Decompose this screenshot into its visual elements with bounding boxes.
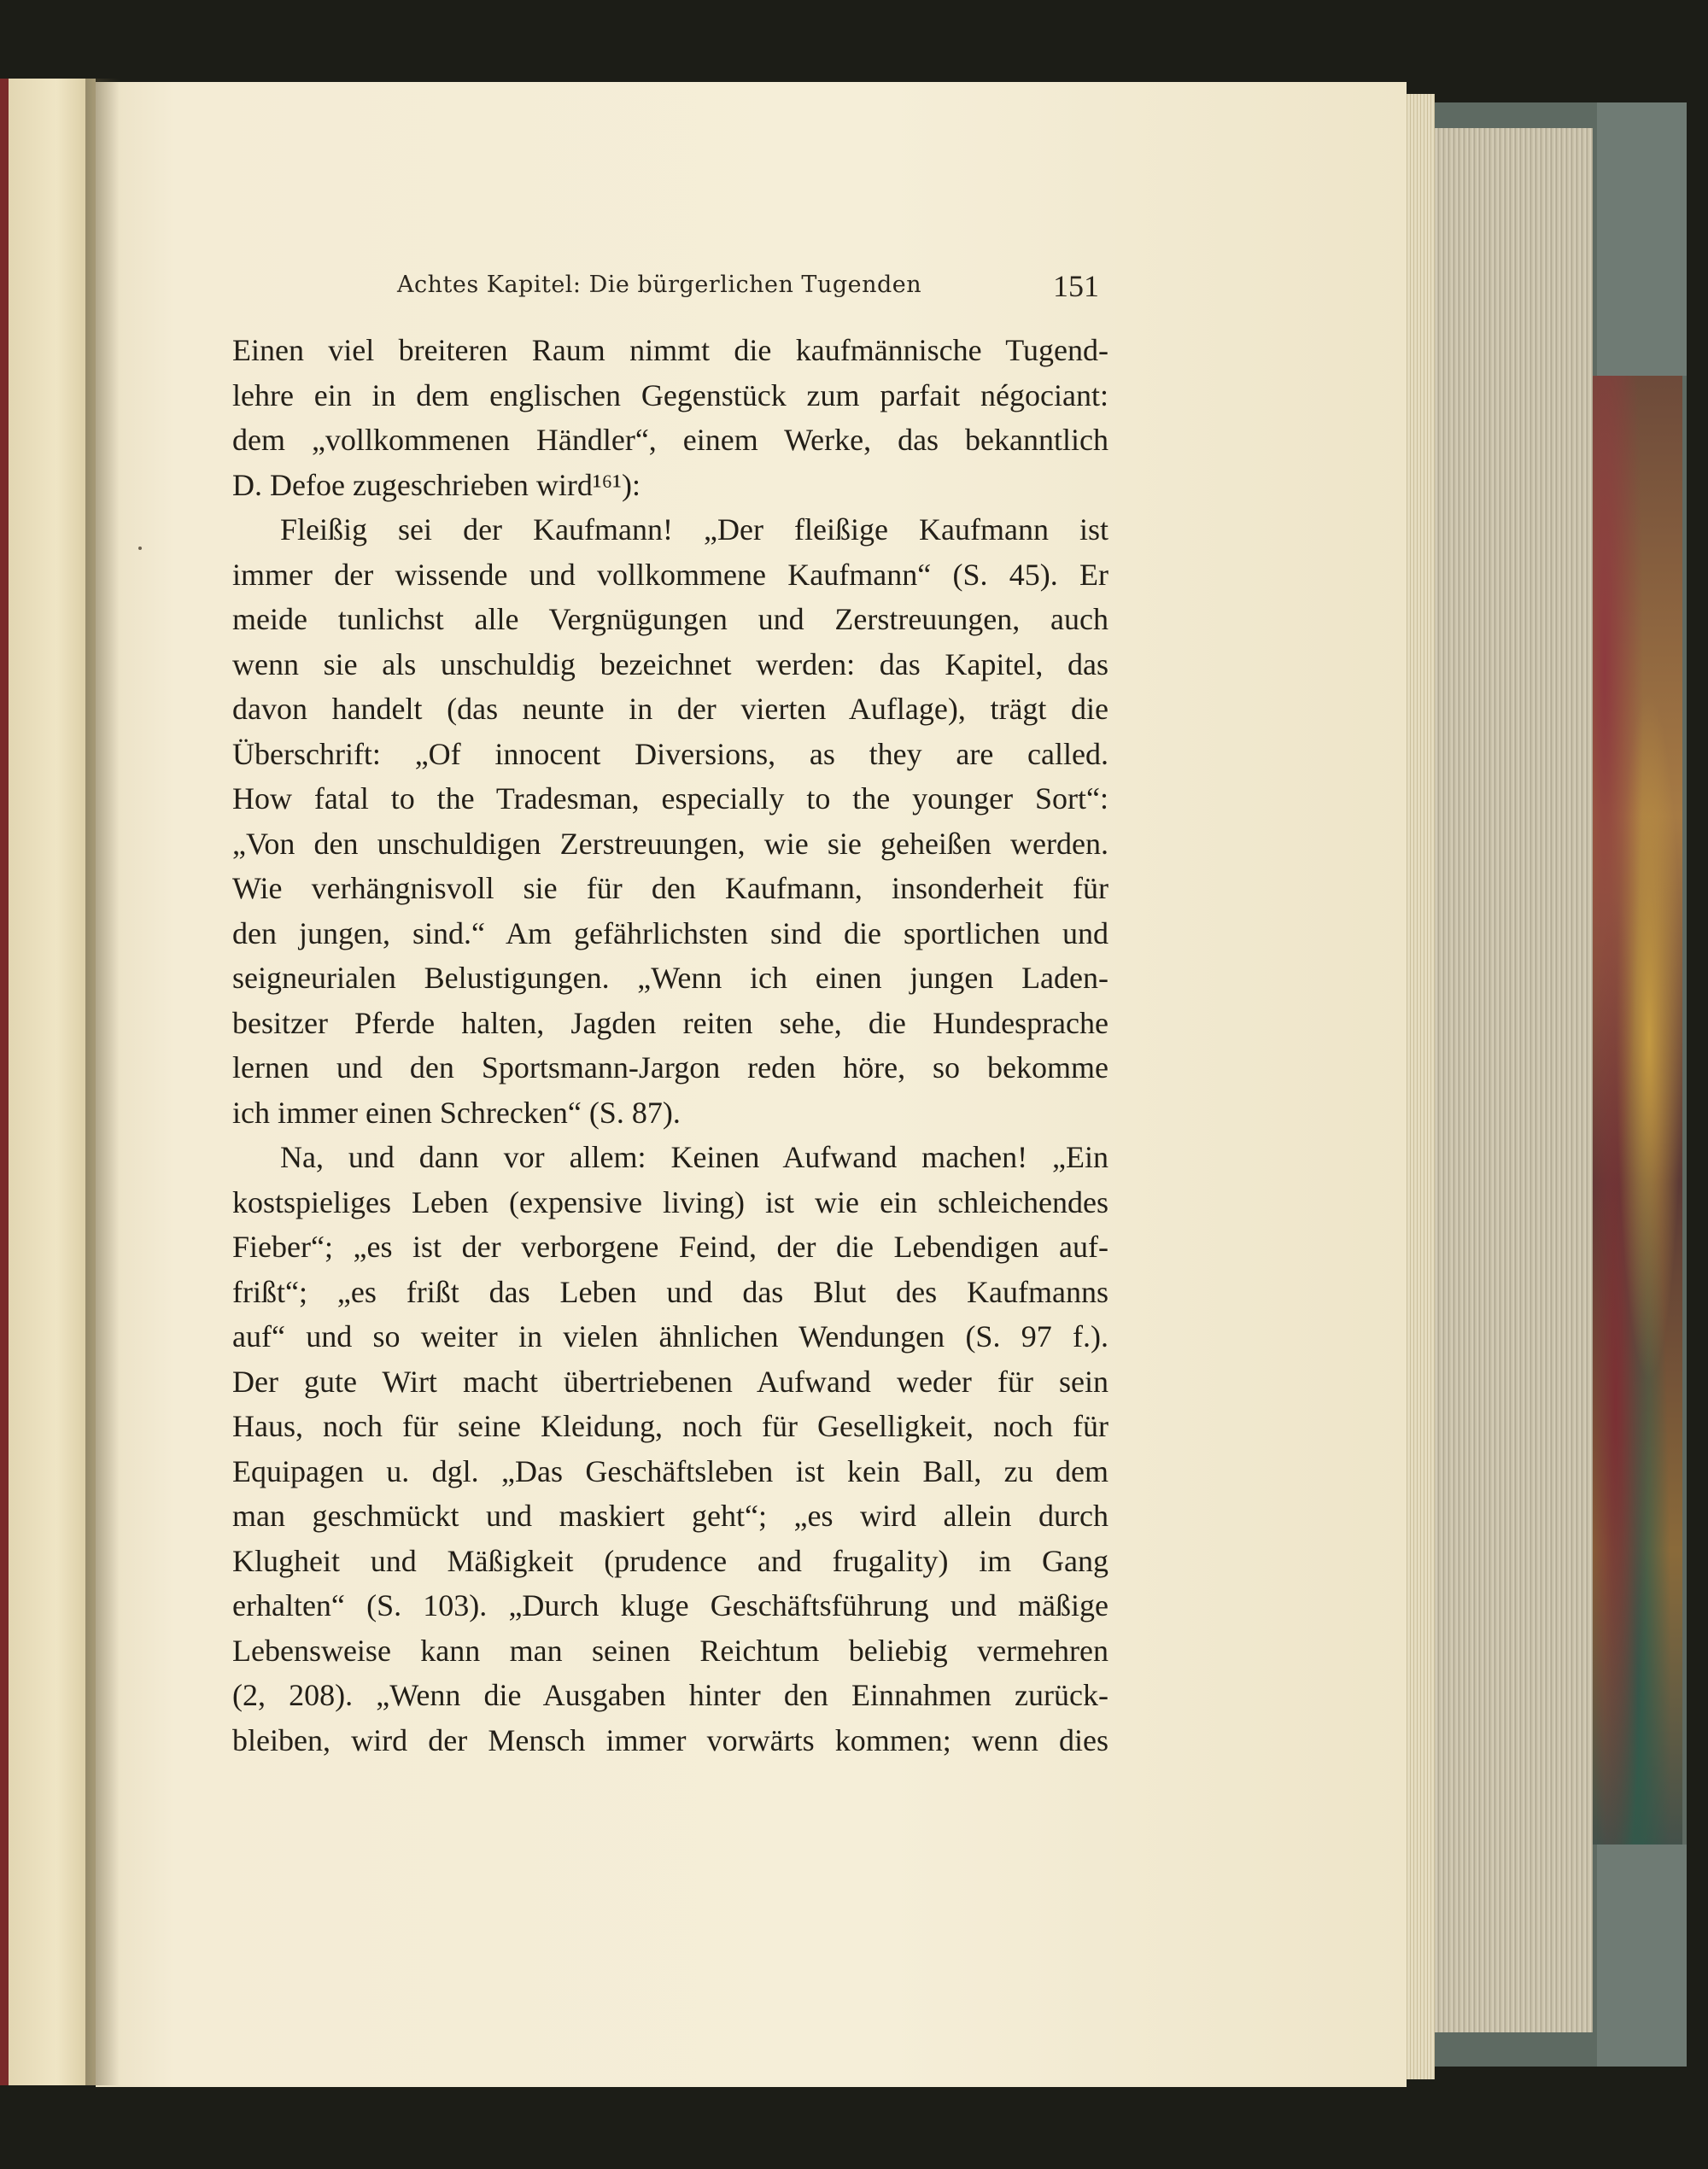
page-speck [138,547,142,550]
text-line: Fleißig sei der Kaufmann! „Der fleißige Kaufmann ist [280,512,1108,547]
text-line: immer der wissende und vollkommene Kaufmann“ (S. 45). Er [232,557,1108,592]
left-page-edge [0,79,96,2085]
text-line: Na, und dann vor allem: Keinen Aufwand machen! „Ein [280,1140,1108,1174]
text-line: erhalten“ (S. 103). „Durch kluge Geschäftsführung und mäßige [232,1588,1108,1622]
text-line: lehre ein in dem englischen Gegenstück zum parfait négociant: [232,377,1108,412]
page-header [397,269,1099,314]
text-line: wenn sie als unschuldig bezeichnet werden: das Kapitel, das [232,646,1108,681]
text-line: man geschmückt und maskiert geht“; „es wird allein durch [232,1499,1108,1533]
page-number: 151 [1053,269,1099,303]
cover-top-cloth [1597,102,1687,376]
gutter-shadow [85,79,120,2085]
text-line: frißt“; „es frißt das Leben und das Blut des Kaufmanns [232,1274,1108,1309]
text-line: Einen viel breiteren Raum nimmt die kaufmännische Tugend- [232,333,1108,367]
text-line: davon handelt (das neunte in der vierten Auflage), trägt die [232,692,1108,726]
text-line: auf“ und so weiter in vielen ähnlichen Wendungen (S. 97 f.). [232,1319,1108,1353]
text-line: Lebensweise kann man seinen Reichtum beliebig vermehren [232,1633,1108,1668]
text-line: Wie verhängnisvoll sie für den Kaufmann, insonderheit für [232,871,1108,905]
text-line: seigneurialen Belustigungen. „Wenn ich einen jungen Laden- [232,961,1108,995]
running-head: Achtes Kapitel: Die bürgerlichen Tugenden [397,272,922,298]
text-line: lernen und den Sportsmann-Jargon reden höre, so bekomme [232,1050,1108,1084]
text-line: Der gute Wirt macht übertriebenen Aufwand weder für sein [232,1364,1108,1399]
text-line: Überschrift: „Of innocent Diversions, as they are called. [232,736,1108,771]
text-line: meide tunlichst alle Vergnügungen und Zerstreuungen, auch [232,602,1108,636]
text-line: Fieber“; „es ist der verborgene Feind, der die Lebendigen auf- [232,1230,1108,1264]
text-line: besitzer Pferde halten, Jagden reiten sehe, die Hundesprache [232,1005,1108,1040]
text-line: den jungen, sind.“ Am gefährlichsten sind die sportlichen und [232,915,1108,950]
text-line: (2, 208). „Wenn die Ausgaben hinter den Einnahmen zurück- [232,1678,1108,1712]
text-line: Equipagen u. dgl. „Das Geschäftsleben ist kein Ball, zu dem [232,1453,1108,1488]
text-line: dem „vollkommenen Händler“, einem Werke, das bekanntlich [232,423,1108,457]
text-line: ich immer einen Schrecken“ (S. 87). [232,1095,681,1130]
page-fore-edge [1435,128,1593,2032]
body-text [232,328,1108,1763]
text-line: D. Defoe zugeschrieben wird¹⁶¹): [232,467,640,502]
text-line: bleiben, wird der Mensch immer vorwärts kommen; wenn dies [232,1722,1108,1757]
text-line: „Von den unschuldigen Zerstreuungen, wie sie geheißen werden. [232,826,1108,861]
text-line: How fatal to the Tradesman, especially to the younger Sort“: [232,781,1108,816]
text-line: Klugheit und Mäßigkeit (prudence and frugality) im Gang [232,1543,1108,1578]
cover-bottom-cloth [1597,1845,1687,2067]
text-line: Haus, noch für seine Kleidung, noch für Geselligkeit, noch für [232,1409,1108,1443]
text-line: kostspieliges Leben (expensive living) ist wie ein schleichendes [232,1184,1108,1219]
